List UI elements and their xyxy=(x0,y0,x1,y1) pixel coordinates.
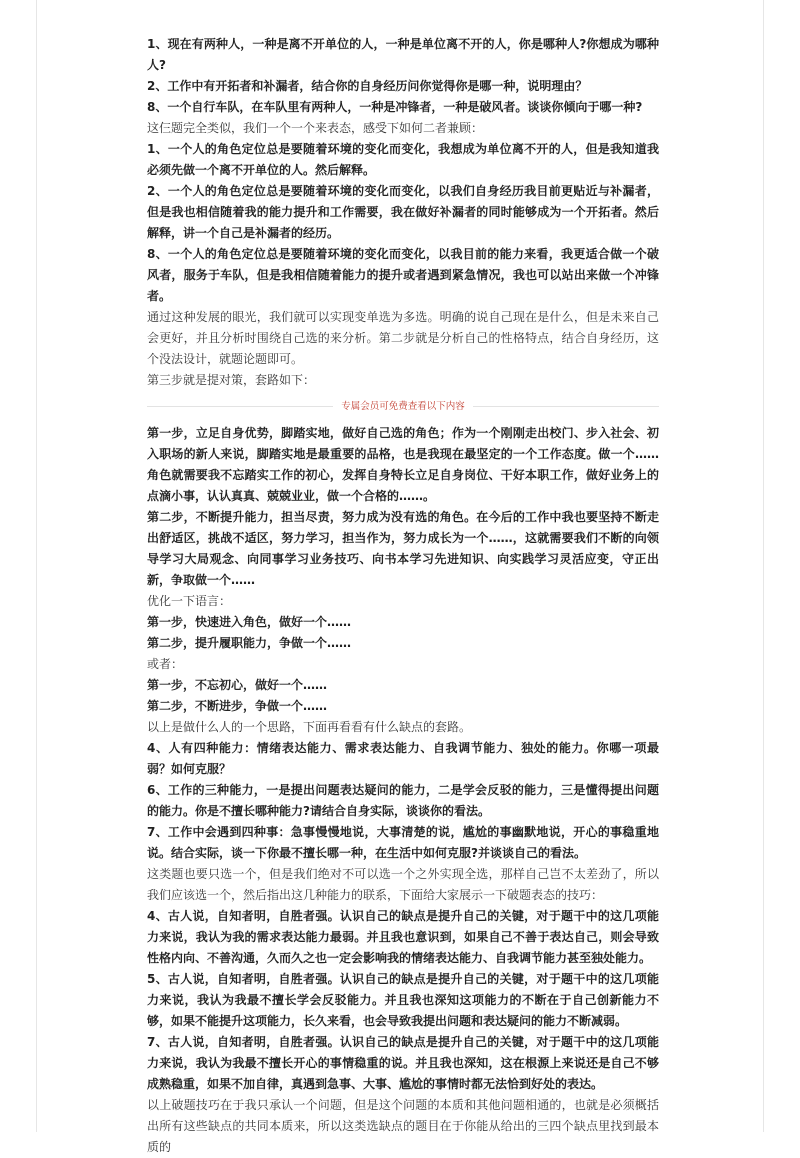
paragraph-bold: 8、一个自行车队，在车队里有两种人，一种是冲锋者，一种是破风者。谈谈你倾向于哪一种? xyxy=(147,100,643,114)
divider-rule-right xyxy=(473,406,659,407)
paragraph: 以上破题技巧在于我只承认一个问题，但是这个问题的本质和其他问题相通的，也就是必须概括出所有这些缺点的共同本质来，所以这类选缺点的题目在于你能从给出的三四个缺点里找到最本质的 xyxy=(147,1098,659,1154)
paragraph-bold: 8、一个人的角色定位总是要随着环境的变化而变化，以我目前的能力来看，我更适合做一个破风者，服务于车队，但是我相信随着能力的提升或者遇到紧急情况，我也可以站出来做一个冲锋者。 xyxy=(147,247,659,303)
article-section-before-paywall xyxy=(147,34,659,391)
paragraph-bold: 7、工作中会遇到四种事：急事慢慢地说，大事清楚的说，尴尬的事幽默地说，开心的事稳重地说。结合实际，谈一下你最不擅长哪一种，在生活中如何克服?并谈谈自己的看法。 xyxy=(147,825,659,860)
paragraph-bold: 4、人有四种能力：情绪表达能力、需求表达能力、自我调节能力、独处的能力。你哪一项最弱？如何克服？ xyxy=(147,741,659,776)
member-content-divider xyxy=(147,391,659,421)
paragraph-bold: 1、一个人的角色定位总是要随着环境的变化而变化，我想成为单位离不开的人，但是我知道我必须先做一个离不开单位的人。然后解释。 xyxy=(147,142,659,177)
page-frame-right xyxy=(763,0,764,1132)
paragraph: 这类题也要只选一个，但是我们绝对不可以选一个之外实现全选，那样自己岂不太差劲了，所以我们应该选一个，然后指出这几种能力的联系，下面给大家展示一下破题表态的技巧： xyxy=(147,867,659,902)
member-only-notice[interactable]: 专属会员可免费查看以下内容 xyxy=(341,400,465,412)
paragraph: 通过这种发展的眼光，我们就可以实现变单选为多选。明确的说自己现在是什么，但是未来自己会更好，并且分析时围绕自己选的来分析。第二步就是分析自己的性格特点，结合自身经历，这个没法设计，就题论题即可。 xyxy=(147,310,659,366)
paragraph-bold: 1、现在有两种人，一种是离不开单位的人，一种是单位离不开的人，你是哪种人?你想成为哪种人? xyxy=(147,37,659,72)
paragraph: 这仨题完全类似，我们一个一个来表态，感受下如何二者兼顾： xyxy=(147,121,484,135)
paragraph-bold: 4、古人说，自知者明，自胜者强。认识自己的缺点是提升自己的关键，对于题干中的这几项能力来说，我认为我的需求表达能力最弱。并且我也意识到，如果自己不善于表达自己，则会导致性格内向、不善沟通，久而久之也一定会影响我的情绪表达能力、自我调节能力甚至独处能力。 xyxy=(147,909,659,965)
paragraph-bold: 6、工作的三种能力，一是提出问题表达疑问的能力，二是学会反驳的能力，三是懂得提出问题的能力。你是不擅长哪种能力?请结合自身实际，谈谈你的看法。 xyxy=(147,783,659,818)
page-frame-left xyxy=(36,0,37,1132)
paragraph-bold: 第一步，立足自身优势，脚踏实地，做好自己选的角色；作为一个刚刚走出校门、步入社会、初入职场的新人来说，脚踏实地是最重要的品格，也是我现在最坚定的一个工作态度。做一个……角色就需要我不忘踏实工作的初心，发挥自身特长立足自身岗位、干好本职工作，做好业务上的点滴小事，认认真真、兢兢业业，做一个合格的……。 xyxy=(147,426,659,503)
paragraph-bold: 7、古人说，自知者明，自胜者强。认识自己的缺点是提升自己的关键，对于题干中的这几项能力来说，我认为我最不擅长开心的事情稳重的说。并且我也深知，这在根源上来说还是自己不够成熟稳重，如果不加自律，真遇到急事、大事、尴尬的事情时都无法恰到好处的表达。 xyxy=(147,1035,659,1091)
paragraph: 第三步就是提对策，套路如下： xyxy=(147,373,316,387)
paragraph: 以上是做什么人的一个思路，下面再看看有什么缺点的套路。 xyxy=(147,720,472,734)
paragraph-bold: 2、一个人的角色定位总是要随着环境的变化而变化，以我们自身经历我目前更贴近与补漏者，但是我也相信随着我的能力提升和工作需要，我在做好补漏者的同时能够成为一个开拓者。然后解释，讲一个自己是补漏者的经历。 xyxy=(147,184,659,240)
paragraph-bold: 第二步，不断提升能力，担当尽责，努力成为没有选的角色。在今后的工作中我也要坚持不断走出舒适区，挑战不适区，努力学习，担当作为，努力成长为一个……，这就需要我们不断的向领导学习大局观念、向同事学习业务技巧、向书本学习先进知识、向实践学习灵活应变，守正出新，争取做一个…… xyxy=(147,510,659,587)
paragraph-bold: 第一步，快速进入角色，做好一个…… xyxy=(147,615,352,629)
paragraph: 优化一下语言： xyxy=(147,594,232,608)
article-section-member xyxy=(147,423,659,1158)
paragraph: 或者： xyxy=(147,657,184,671)
paragraph-bold: 第二步，不断进步，争做一个…… xyxy=(147,699,328,713)
paragraph-bold: 5、古人说，自知者明，自胜者强。认识自己的缺点是提升自己的关键，对于题干中的这几项能力来说，我认为我最不擅长学会反驳能力。并且我也深知这项能力的不断在于自己创新能力不够，如果不能提升这项能力，长久来看，也会导致我提出问题和表达疑问的能力不断减弱。 xyxy=(147,972,659,1028)
paragraph-bold: 第一步，不忘初心，做好一个…… xyxy=(147,678,328,692)
divider-rule-left xyxy=(147,406,333,407)
paragraph-bold: 2、工作中有开拓者和补漏者，结合你的自身经历问你觉得你是哪一种，说明理由？ xyxy=(147,79,588,93)
article-content xyxy=(147,34,659,1158)
paragraph-bold: 第二步，提升履职能力，争做一个…… xyxy=(147,636,352,650)
